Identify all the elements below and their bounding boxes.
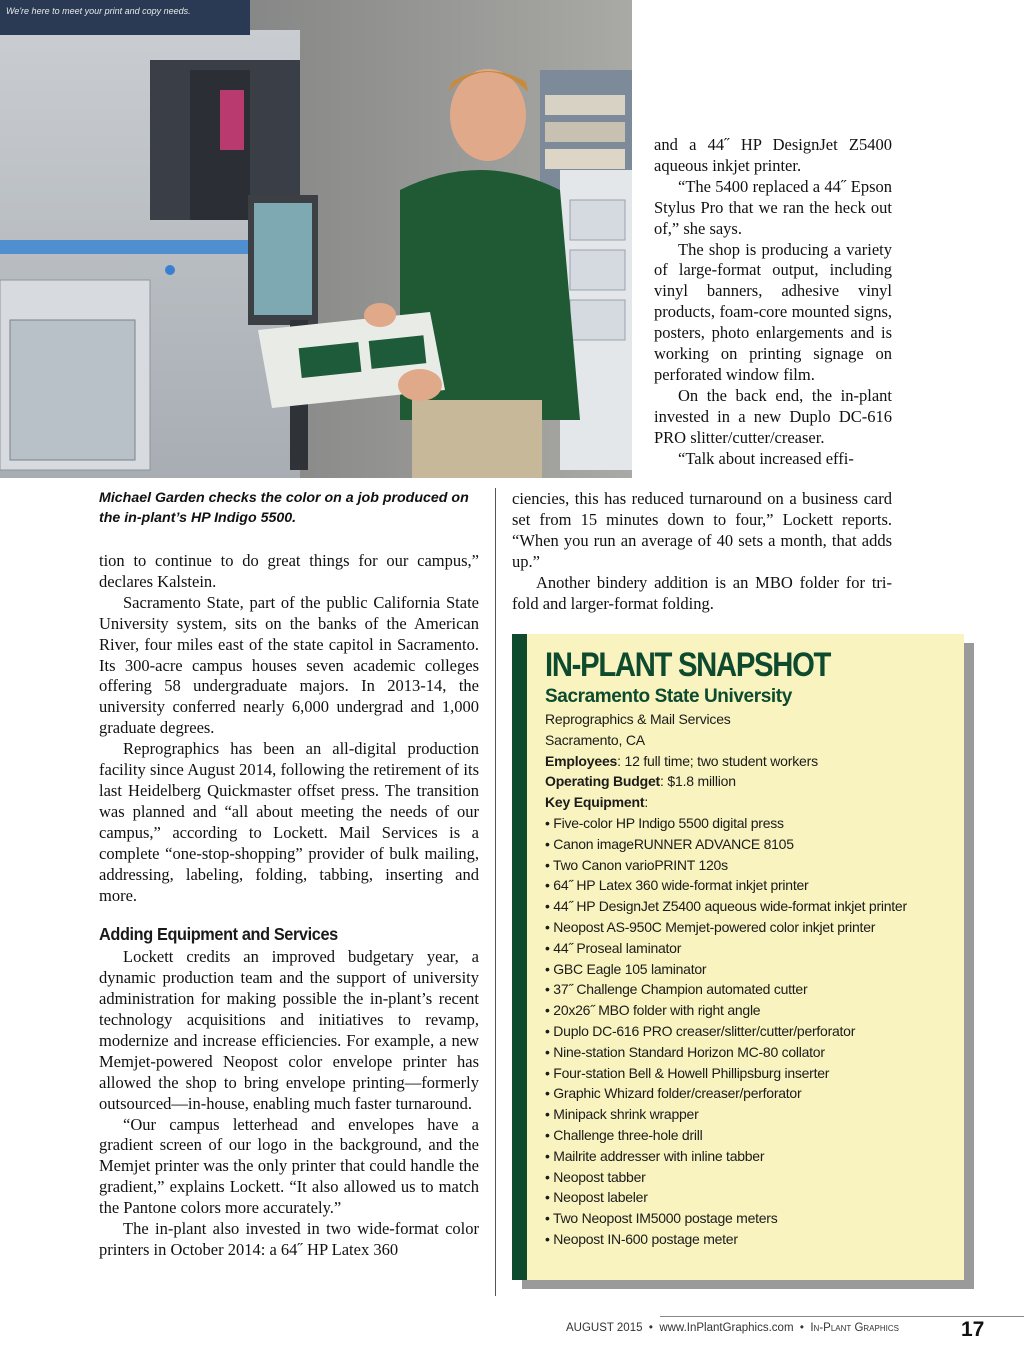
equipment-colon: : [644,794,649,811]
equipment-item: • Graphic Whizard folder/creaser/perforator [545,1085,802,1102]
section-heading: Adding Equipment and Services [99,924,338,945]
equipment-item: • Neopost AS-950C Memjet-powered color inkjet printer [545,918,876,935]
equipment-item: • Neopost IN-600 postage meter [545,1230,738,1247]
equipment-item: • Canon imageRUNNER ADVANCE 8105 [545,835,794,852]
footer-separator: • [799,1322,804,1334]
equipment-item: • Mailrite addresser with inline tabber [545,1147,765,1164]
page-number: 17 [961,1318,985,1341]
snapshot-org: Sacramento State University [545,686,792,707]
snapshot-accent-bar [512,634,527,1280]
employees-value: : 12 full time; two student workers [617,752,818,769]
equipment-item: • Duplo DC-616 PRO creaser/slitter/cutter/perforator [545,1022,856,1039]
paragraph: “Talk about increased effi- [678,448,854,468]
employees-label: Employees [545,752,618,769]
snapshot-equipment-heading [545,792,960,813]
snapshot-budget [545,771,960,792]
equipment-item: • Nine-station Standard Horizon MC-80 collator [545,1043,825,1060]
equipment-item: • Two Canon varioPRINT 120s [545,856,728,873]
snapshot-box [512,634,964,1280]
equipment-item: • 20x26˝ MBO folder with right angle [545,1002,761,1019]
equipment-item: • Minipack shrink wrapper [545,1106,699,1123]
photo-caption: Michael Garden checks the color on a job produced on the in-plant’s HP Indigo 5500. [99,490,469,526]
equipment-item: • Challenge three-hole drill [545,1126,703,1143]
paragraph: On the back end, the in-plant invested in a new Duplo DC-616 PRO slitter/cutter/creaser. [654,385,892,447]
paragraph: The in-plant also invested in two wide-format color printers in October 2014: a 64˝ HP Latex 360 [99,1219,479,1259]
equipment-item: • Five-color HP Indigo 5500 digital press [545,814,784,831]
paragraph: Lockett credits an improved budgetary year, a dynamic production team and the support of university administration for making possible the in-plant’s recent technology acquisitions and initiatives to revamp, modernize and increase efficiencies. For example, a new Memjet-powered Neopost color envelope printer has allowed the shop to bring envelope printing—formerly outsourced—in-house, enabling much faster turnaround. [99,947,479,1113]
equipment-item: • GBC Eagle 105 laminator [545,960,707,977]
paragraph: and a 44˝ HP DesignJet Z5400 aqueous inkjet printer. [654,135,892,175]
equipment-item: • Two Neopost IM5000 postage meters [545,1210,778,1227]
footer-url: www.InPlantGraphics.com [659,1322,794,1334]
snapshot-location: Sacramento, CA [545,731,645,748]
equipment-item: • Neopost tabber [545,1168,646,1185]
equipment-item: • Four-station Bell & Howell Phillipsburg inserter [545,1064,830,1081]
equipment-item: • 44˝ Proseal laminator [545,939,682,956]
snapshot-title: IN-PLANT SNAPSHOT [545,646,831,684]
paragraph: Another bindery addition is an MBO folder for tri-fold and larger-format folding. [512,572,892,613]
snapshot-employees [545,751,960,772]
article-column-left [99,551,479,1261]
article-column-right [512,489,892,614]
footer-issue: AUGUST 2015 [566,1322,643,1334]
paragraph: tion to continue to do great things for our campus,” declares Kalstein. [99,551,479,591]
equipment-list [545,813,960,1250]
paragraph: The shop is producing a variety of large-format output, including vinyl banners, adhesive vinyl products, foam-core mounted signs, posters, photo enlargements and is working on printing signage on perforated window film. [654,239,892,384]
snapshot-content [545,644,960,1250]
budget-label: Operating Budget [545,773,661,790]
equipment-label: Key Equipment [545,794,645,811]
column-divider [495,488,496,1296]
snapshot-dept: Reprographics & Mail Services [545,711,731,727]
paragraph: “Our campus letterhead and envelopes have a gradient screen of our logo in the background, and the Memjet printer was the only printer that could handle the gradient,” explains Lockett. “It also allowed us to match the Pantone colors more accurately.” [99,1114,479,1218]
photo-illustration [0,0,632,478]
footer-separator: • [648,1322,653,1334]
page-footer [566,1322,899,1334]
paragraph: Sacramento State, part of the public California State University system, sits on the banks of the American River, four miles east of the state capitol in Sacramento. Its 300-acre campus houses seven academic colleges offering 58 undergraduate majors. In 2013-14, the university conferred nearly 6,000 undergrad and 1,000 graduate degrees. [99,592,479,738]
paragraph: “The 5400 replaced a 44˝ Epson Stylus Pro that we ran the heck out of,” she says. [654,176,892,238]
equipment-item: • 37˝ Challenge Champion automated cutter [545,981,808,998]
equipment-item: • Neopost labeler [545,1189,648,1206]
banner-text: We're here to meet your print and copy needs. [6,6,191,16]
article-photo [0,0,632,478]
budget-value: : $1.8 million [660,773,736,790]
article-column-right-top [654,135,892,470]
footer-rule [660,1316,1024,1317]
equipment-item: • 64˝ HP Latex 360 wide-format inkjet printer [545,877,809,894]
footer-magazine: In-Plant Graphics [810,1322,899,1334]
paragraph: Reprographics has been an all-digital production facility since August 2014, following the retirement of its last Heidelberg Quickmaster offset press. The transition was planned and “all about meeting the needs of our campus,” according to Lockett. Mail Services is a complete “one-stop-shopping” provider of bulk mailing, addressing, labeling, folding, tabbing, inserting and more. [99,739,479,905]
equipment-item: • 44˝ HP DesignJet Z5400 aqueous wide-format inkjet printer [545,898,907,915]
paragraph: ciencies, this has reduced turnaround on a business card set from 15 minutes down to four,” Lockett reports. “When you run an average of 40 sets a month, that adds up.” [512,489,892,571]
